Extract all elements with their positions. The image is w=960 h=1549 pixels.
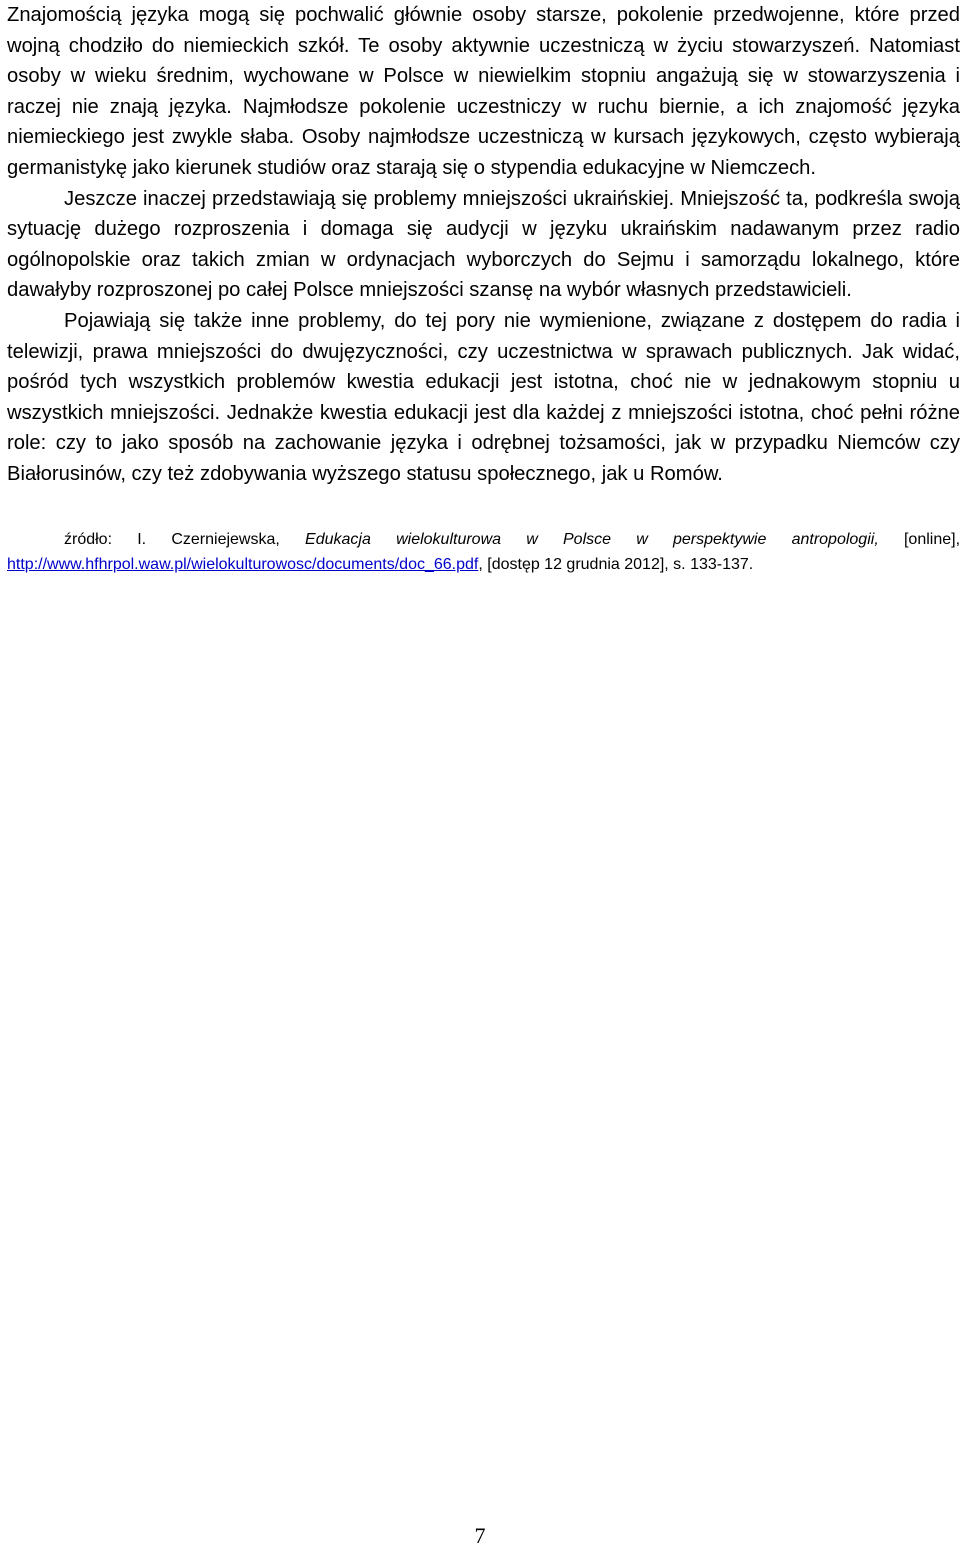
source-link[interactable]: http://www.hfhrpol.waw.pl/wielokulturowosc/documents/doc_66.pdf — [7, 555, 479, 573]
paragraph-german-minority: Znajomością języka mogą się pochwalić głównie osoby starsze, pokolenie przedwojenne, które przed wojną chodziło do niemieckich szkół. Te osoby aktywnie uczestniczą w życiu stowarzyszeń. Natomiast osoby w wieku średnim, wychowane w Polsce w niewielkim stopniu angażują się w stowarzyszenia i raczej nie znają języka. Najmłodsze pokolenie uczestniczy w ruchu biernie, a ich znajomość języka niemieckiego jest zwykle słaba. Osoby najmłodsze uczestniczą w kursach językowych, często wybierają germanistykę jako kierunek studiów oraz starają się o stypendia edukacyjne w Niemczech. — [7, 4, 960, 179]
paragraph-other-problems: Pojawiają się także inne problemy, do tej pory nie wymienione, związane z dostępem do radia i telewizji, prawa mniejszości do dwujęzyczności, czy uczestnictwa w sprawach publicznych. Jak widać, pośród tych wszystkich problemów kwestia edukacji jest istotna, choć nie w jednakowym stopniu u wszystkich mniejszości. Jednakże kwestia edukacji jest dla każdej z mniejszości istotna, choć pełni różne role: czy to jako sposób na zachowanie języka i odrębnej tożsamości, jak w przypadku Niemców czy Białorusinów, czy też zdobywania wyższego statusu społecznego, jak u Romów. — [7, 309, 960, 485]
source-title: Edukacja wielokulturowa w Polsce w perspektywie antropologii, — [305, 530, 879, 548]
source-online: [online], — [878, 530, 960, 548]
paragraph-ukrainian-minority: Jeszcze inaczej przedstawiają się problemy mniejszości ukraińskiej. Mniejszość ta, podkreśla swoją sytuację dużego rozproszenia i domaga się audycji w języku ukraińskim nadawanym przez radio ogólnopolskie oraz takich zmian w ordynacjach wyborczych do Sejmu i samorządu lokalnego, które dawałyby rozproszonej po całej Polsce mniejszości szansę na wybór własnych przedstawicieli. — [7, 187, 960, 302]
document-page — [7, 0, 960, 577]
source-prefix: źródło: I. Czerniejewska, — [64, 530, 306, 548]
source-suffix: , [dostęp 12 grudnia 2012], s. 133-137. — [478, 555, 754, 573]
page-number: 7 — [474, 1523, 486, 1548]
source-citation — [7, 527, 960, 577]
